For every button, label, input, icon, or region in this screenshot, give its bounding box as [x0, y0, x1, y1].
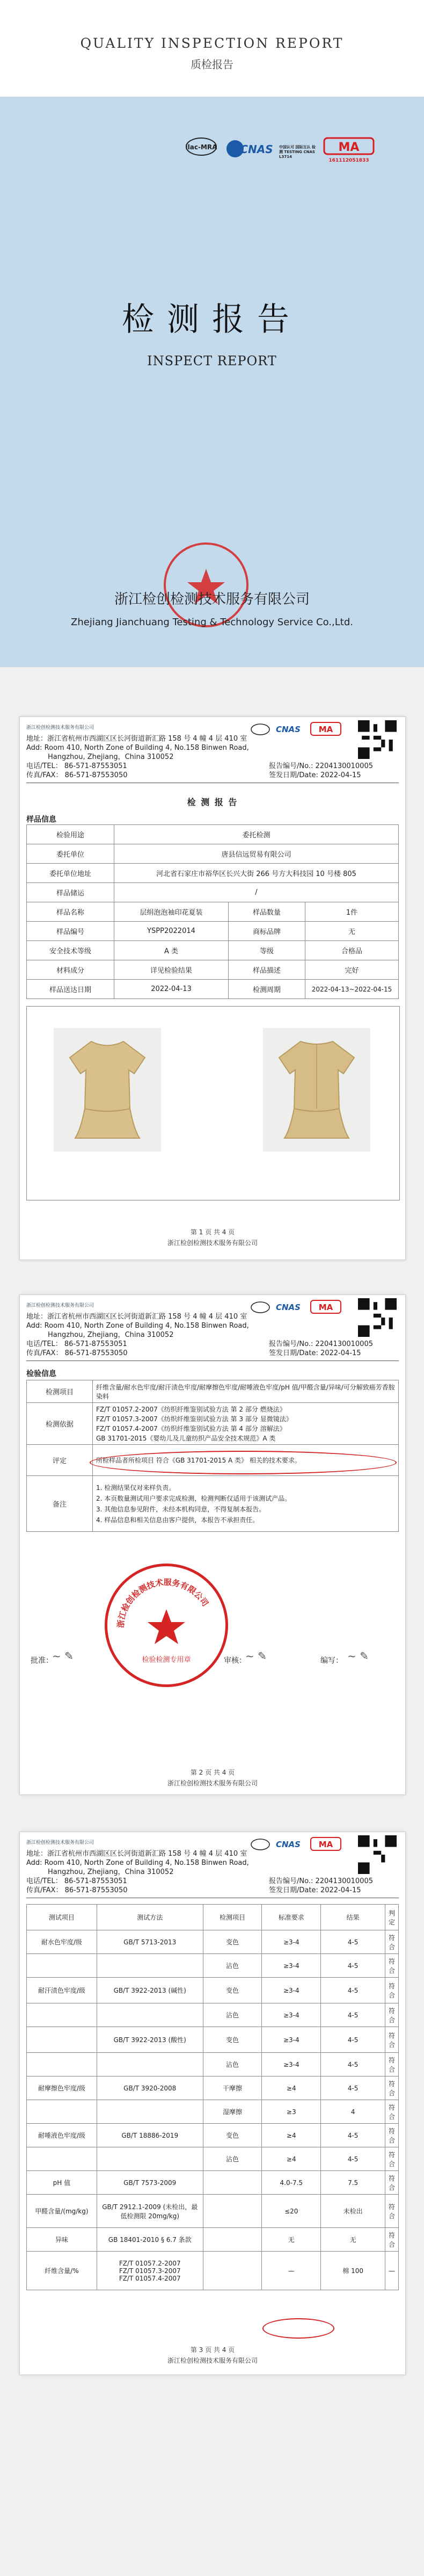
writer-signature: ~ ✎: [347, 1649, 369, 1662]
cover-en-title: QUALITY INSPECTION REPORT: [80, 35, 344, 51]
qr-code-icon: [358, 1835, 397, 1874]
page-footer-company: 浙江检创检测技术服务有限公司: [167, 1779, 258, 1787]
cell-method: GB/T 7573-2009: [97, 2171, 203, 2195]
table-row: 检测依据 FZ/T 01057.2-2007《纺织纤维鉴别试验方法 第 2 部分 燃烧法》 FZ/T 01057.3-2007《纺织纤维鉴别试验方法 第 3 部分 显微镜法》 FZ/T 01057.4-2007《纺织纤维鉴别试验方法 第 4 部分 溶解法》 GB 31701-2015《婴幼儿及儿童纺织产品安全技术规范》A 类: [27, 1403, 399, 1445]
cell-req: ≥3-4: [262, 2003, 321, 2027]
evaluation-text: 所检样品者所检项目 符合《GB 31701-2015 A 类》 相关的技术要求。: [96, 1457, 301, 1464]
table-row: [27, 2053, 399, 2076]
header-logo: 浙江检创检测技术服务有限公司: [26, 725, 94, 730]
cnas-logo: CNAS: [276, 1840, 301, 1849]
header-address-2: Add: Room 410, North Zone of Building 4, No.158 Binwen Road,: [26, 744, 249, 752]
cell-item: 耐汗渍色牢度/级: [27, 1978, 97, 2003]
cell-item: 异味: [27, 2228, 97, 2252]
cell-ok: 符合: [385, 2124, 398, 2147]
cell-ok: 符合: [385, 2228, 398, 2252]
cell-ok: 符合: [385, 2076, 398, 2100]
cell-sub: 湿摩擦: [203, 2100, 262, 2124]
cell-method: GB/T 18886-2019: [97, 2124, 203, 2147]
cell-res: 未检出: [321, 2195, 385, 2228]
cell-req: ≥3-4: [262, 2027, 321, 2053]
cell-req: ≤20: [262, 2195, 321, 2228]
cover-company-cn: 浙江检创检测技术服务有限公司: [114, 591, 310, 607]
header-fax: 传真/FAX： 86-571-87553050: [26, 1886, 128, 1894]
cell-method: GB/T 3920-2008: [97, 2076, 203, 2100]
page-footer-number: 第 1 页 共 4 页: [190, 1228, 235, 1236]
cell-req: ≥4: [262, 2124, 321, 2147]
cell-item: 耐摩擦色牢度/级: [27, 2076, 97, 2100]
cell-res: 4-5: [321, 2147, 385, 2171]
ilac-logo: [250, 1299, 271, 1315]
cell-sub: 变色: [203, 2027, 262, 2053]
cell-method: [97, 1954, 203, 1978]
svg-text:MA: MA: [318, 725, 333, 734]
evaluation-highlight-ellipse: [90, 1451, 397, 1474]
table-row: [27, 1954, 399, 1978]
header-logo: 浙江检创检测技术服务有限公司: [26, 1303, 94, 1308]
cell-sub: 沾色: [203, 2003, 262, 2027]
cell-req: ≥3-4: [262, 1954, 321, 1978]
cma-logo: [310, 1836, 342, 1853]
cma-logo: [310, 721, 342, 737]
table-row: 样品送达日期 2022-04-13 检测周期 2022-04-13~2022-04-15: [27, 980, 399, 999]
cell-ok: 符合: [385, 2171, 398, 2195]
table-row: [27, 1930, 399, 1954]
cover-cn-title: 质检报告: [191, 58, 233, 71]
cell-req: ≥4: [262, 2147, 321, 2171]
table-row: 评定 所检样品者所检项目 符合《GB 31701-2015 A 类》 相关的技术要求。: [27, 1445, 399, 1476]
cell-res: 4-5: [321, 2027, 385, 2053]
cell-ok: 符合: [385, 1954, 398, 1978]
cell-item: 耐唾液色牢度/级: [27, 2124, 97, 2147]
cell-item: 耐水色牢度/级: [27, 1930, 97, 1954]
header-address-2: Add: Room 410, North Zone of Building 4, No.158 Binwen Road,: [26, 1859, 249, 1867]
table-row: [27, 2252, 399, 2290]
svg-text:MA: MA: [318, 1840, 333, 1849]
cell-sub: 变色: [203, 1978, 262, 2003]
table-row: [27, 2195, 399, 2228]
header-address-3: Hangzhou, Zhejiang，China 310052: [48, 1868, 174, 1876]
cover-company-en: Zhejiang Jianchuang Testing & Technology Service Co.,Ltd.: [71, 617, 353, 628]
cell-item: [27, 2053, 97, 2076]
cell-method: GB/T 3922-2013 (碱性): [97, 1978, 203, 2003]
header-address-1: 地址：浙江省杭州市西湖区区长河街道新汇路 158 号 4 幢 4 层 410 室: [26, 1313, 247, 1321]
cell-sub: [203, 2228, 262, 2252]
cell-method: GB 18401-2010 § 6.7 条款: [97, 2228, 203, 2252]
cell-item: 纤维含量/%: [27, 2252, 97, 2290]
cma-logo: [322, 135, 376, 166]
page-footer-company: 浙江检创检测技术服务有限公司: [167, 1239, 258, 1247]
sample-photo-box: [26, 1006, 400, 1200]
table-row: [27, 2228, 399, 2252]
cover-big-title: 检测报告: [122, 301, 302, 338]
cell-sub: 沾色: [203, 2147, 262, 2171]
header-report-no: 报告编号/No.: 2204130010005: [269, 1877, 373, 1885]
table-row: 样品储运 /: [27, 883, 399, 902]
header-fax: 传真/FAX： 86-571-87553050: [26, 1349, 128, 1357]
report-page-1: [19, 717, 406, 1260]
cell-item: [27, 2003, 97, 2027]
cell-item: 甲醛含量/(mg/kg): [27, 2195, 97, 2228]
results-table: [26, 1904, 399, 2290]
header-address-3: Hangzhou, Zhejiang，China 310052: [48, 1331, 174, 1339]
cnas-logo: [224, 135, 276, 166]
cell-sub: 沾色: [203, 1954, 262, 1978]
table-row: 检测项目 纤维含量/耐水色牢度/耐汗渍色牢度/耐摩擦色牢度/耐唾液色牢度/pH 值/甲醛含量/异味/可分解致癌芳香胺染料: [27, 1380, 399, 1403]
table-row: [27, 2124, 399, 2147]
cell-method: [97, 2147, 203, 2171]
report-page-3: [19, 1832, 406, 2375]
table-row: 委托单位 唐县信远贸易有限公司: [27, 844, 399, 864]
svg-text:CNAS: CNAS: [240, 143, 273, 156]
page-footer-company: 浙江检创检测技术服务有限公司: [167, 2357, 258, 2364]
cell-ok: 符合: [385, 2195, 398, 2228]
cell-sub: [203, 2252, 262, 2290]
cell-item: [27, 2100, 97, 2124]
page-footer-number: 第 2 页 共 4 页: [190, 1769, 235, 1776]
cell-sub: 干摩擦: [203, 2076, 262, 2100]
cover-stamp: [164, 542, 248, 627]
cell-item: [27, 1954, 97, 1978]
cell-ok: 符合: [385, 2100, 398, 2124]
header-tel: 电话/TEL： 86-571-87553051: [26, 1877, 127, 1885]
cell-sub: [203, 2195, 262, 2228]
svg-text:检验检测专用章: 检验检测专用章: [142, 1656, 191, 1664]
cell-method: GB/T 3922-2013 (酸性): [97, 2027, 203, 2053]
ilac-logo: [250, 1836, 271, 1853]
cover: [0, 97, 424, 667]
header-address-1: 地址：浙江省杭州市西湖区区长河街道新汇路 158 号 4 幢 4 层 410 室: [26, 1850, 247, 1858]
inspection-info-label: 检验信息: [26, 1370, 56, 1378]
cell-sub: [203, 2171, 262, 2195]
header-address-1: 地址：浙江省杭州市西湖区区长河街道新汇路 158 号 4 幢 4 层 410 室: [26, 735, 247, 743]
garment-front-photo: [54, 1028, 161, 1152]
result-highlight-ellipse: [262, 2318, 334, 2339]
cell-sub: 变色: [203, 1930, 262, 1954]
svg-text:ilac-MRA: ilac-MRA: [185, 143, 217, 151]
cell-req: ≥4: [262, 2076, 321, 2100]
cell-req: —: [262, 2252, 321, 2290]
official-stamp: [105, 1564, 228, 1687]
table-row: [27, 2027, 399, 2053]
approver-label: 批准：: [31, 1656, 53, 1665]
cover-big-en: INSPECT REPORT: [147, 353, 277, 368]
table-row: 检验用途 委托检测: [27, 825, 399, 844]
cell-res: 棉 100: [321, 2252, 385, 2290]
cell-req: ≥3-4: [262, 1978, 321, 2003]
reviewer-label: 审核：: [224, 1656, 246, 1665]
header-tel: 电话/TEL： 86-571-87553051: [26, 1340, 127, 1348]
header-report-no: 报告编号/No.: 2204130010005: [269, 1340, 373, 1348]
cover-header: [0, 0, 424, 97]
report-page-2: [19, 1294, 406, 1795]
header-date: 签发日期/Date: 2022-04-15: [269, 771, 361, 779]
cell-method: GB/T 5713-2013: [97, 1930, 203, 1954]
header-date: 签发日期/Date: 2022-04-15: [269, 1886, 361, 1894]
reviewer-signature: ~ ✎: [245, 1649, 267, 1662]
table-row: [27, 2003, 399, 2027]
cell-method: FZ/T 01057.2-2007 FZ/T 01057.3-2007 FZ/T 01057.4-2007: [97, 2252, 203, 2290]
table-row: 安全技术等级 A 类 等级 合格品: [27, 941, 399, 960]
qr-code-icon: [358, 720, 397, 759]
cma-logo: [310, 1299, 342, 1315]
cell-req: 4.0-7.5: [262, 2171, 321, 2195]
cell-res: 4-5: [321, 1978, 385, 2003]
cnas-logo: CNAS: [276, 725, 301, 734]
cell-res: 4-5: [321, 1930, 385, 1954]
cell-res: 4: [321, 2100, 385, 2124]
sample-info-label: 样品信息: [26, 815, 56, 824]
cell-ok: 符合: [385, 2027, 398, 2053]
header-logo: 浙江检创检测技术服务有限公司: [26, 1840, 94, 1846]
svg-text:MA: MA: [338, 141, 360, 154]
cell-res: 4-5: [321, 2003, 385, 2027]
header-address-3: Hangzhou, Zhejiang，China 310052: [48, 753, 174, 761]
svg-text:MA: MA: [318, 1303, 333, 1312]
cell-res: 7.5: [321, 2171, 385, 2195]
cell-ok: 符合: [385, 2053, 398, 2076]
cell-method: [97, 2053, 203, 2076]
cell-ok: 符合: [385, 1978, 398, 2003]
page-title: 检 测 报 告: [187, 797, 238, 807]
table-row: 样品名称 层绢泡泡袖印花夏装 样品数量 1件: [27, 902, 399, 922]
header-tel: 电话/TEL： 86-571-87553051: [26, 762, 127, 770]
cell-item: [27, 2027, 97, 2053]
cell-ok: 符合: [385, 2147, 398, 2171]
header-date: 签发日期/Date: 2022-04-15: [269, 1349, 361, 1357]
approver-signature: ~ ✎: [52, 1649, 74, 1662]
table-row: 备注 1. 检测结果仅对来样负责。 2. 本页数量测试用户要求完成检测，检测判断仅适用于该测试产品。 3. 其他信息参见附件，未经本机构同意，不得复制本报告。 4. 样品信息和相关信息由客户提供，本报告不承担责任。: [27, 1476, 399, 1532]
sample-info-table: [26, 824, 399, 999]
cell-res: 4-5: [321, 2124, 385, 2147]
table-row: [27, 2171, 399, 2195]
cell-req: 无: [262, 2228, 321, 2252]
cell-res: 4-5: [321, 2076, 385, 2100]
header-report-no: 报告编号/No.: 2204130010005: [269, 762, 373, 770]
cnas-logo: CNAS: [276, 1303, 301, 1312]
ilac-logo: [182, 135, 220, 166]
table-row: [27, 1978, 399, 2003]
cell-res: 无: [321, 2228, 385, 2252]
cell-ok: 符合: [385, 2003, 398, 2027]
cell-res: 4-5: [321, 2053, 385, 2076]
cell-res: 4-5: [321, 1954, 385, 1978]
cell-method: [97, 2003, 203, 2027]
cell-item: pH 值: [27, 2171, 97, 2195]
garment-back-photo: [263, 1028, 370, 1152]
table-header-row: 测试项目 测试方法 检测项目 标准要求 结果 判定: [27, 1905, 399, 1930]
cell-req: ≥3: [262, 2100, 321, 2124]
table-row: 样品编号 YSPP2022014 商标品牌 无: [27, 922, 399, 941]
cell-method: [97, 2100, 203, 2124]
svg-text:161112051833: 161112051833: [328, 158, 369, 163]
cell-method: GB/T 2912.1-2009 (未检出，最低检测限 20mg/kg): [97, 2195, 203, 2228]
cell-item: [27, 2147, 97, 2171]
cnas-logo-text: 中国认可 国际互认 检测 TESTING CNAS L3714: [279, 144, 316, 159]
header-fax: 传真/FAX： 86-571-87553050: [26, 771, 128, 779]
table-row: 委托单位地址 河北省石家庄市裕华区长兴大街 266 号方大科技园 10 号楼 805: [27, 864, 399, 883]
table-row: [27, 2076, 399, 2100]
cell-req: ≥3-4: [262, 1930, 321, 1954]
cell-ok: —: [385, 2252, 398, 2290]
writer-label: 编写：: [320, 1656, 343, 1665]
cell-sub: 变色: [203, 2124, 262, 2147]
cell-ok: 符合: [385, 1930, 398, 1954]
svg-text:浙江检创检测技术服务有限公司: 浙江检创检测技术服务有限公司: [115, 1577, 210, 1629]
qr-code-icon: [358, 1298, 397, 1337]
table-row: [27, 2147, 399, 2171]
header-address-2: Add: Room 410, North Zone of Building 4, No.158 Binwen Road,: [26, 1322, 249, 1330]
page-footer-number: 第 3 页 共 4 页: [190, 2346, 235, 2354]
table-row: [27, 2100, 399, 2124]
cell-req: ≥3-4: [262, 2053, 321, 2076]
table-row: 材料成分 详见检验结果 样品描述 完好: [27, 960, 399, 980]
ilac-logo: [250, 721, 271, 737]
cell-sub: 沾色: [203, 2053, 262, 2076]
